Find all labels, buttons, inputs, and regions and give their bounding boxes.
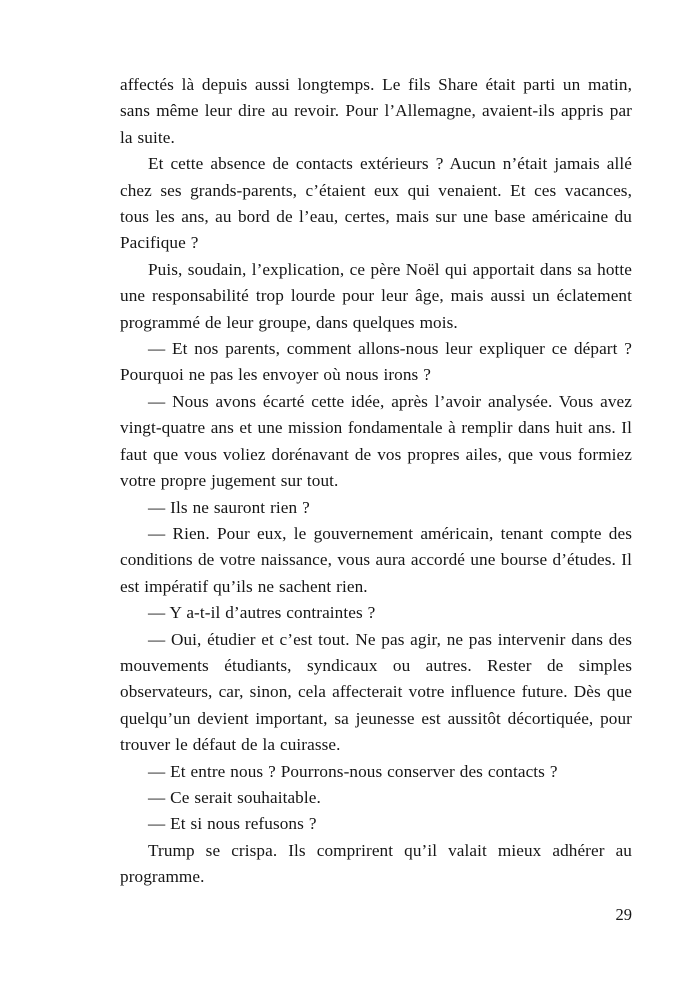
paragraph: — Et si nous refusons ? <box>148 814 317 834</box>
paragraph: Trump se crispa. Ils comprirent qu’il valait mieux adhérer au programme. <box>120 840 632 887</box>
paragraph: — Nous avons écarté cette idée, après l’avoir analysée. Vous avez vingt-quatre ans et une mission fondamentale à remplir dans huit ans. Il faut que vous voliez dorénavant de vos propres ailes, que vous formiez votre propre jugement sur tout. <box>120 391 632 491</box>
paragraph: — Rien. Pour eux, le gouvernement américain, tenant compte des conditions de votre naissance, vous aura accordé une bourse d’études. Il est impératif qu’ils ne sachent rien. <box>120 523 632 596</box>
page-number: 29 <box>615 905 632 924</box>
paragraph: — Ce serait souhaitable. <box>148 787 321 807</box>
paragraph: — Y a-t-il d’autres contraintes ? <box>148 603 376 623</box>
paragraph: — Et entre nous ? Pourrons-nous conserver des contacts ? <box>148 761 558 781</box>
paragraph: affectés là depuis aussi longtemps. Le fils Share était parti un matin, sans même leur dire au revoir. Pour l’Allemagne, avaient-ils appris par la suite. <box>120 75 632 147</box>
paragraph: — Ils ne sauront rien ? <box>148 497 310 517</box>
page-text <box>120 72 632 891</box>
paragraph: Et cette absence de contacts extérieurs ? Aucun n’était jamais allé chez ses grands-parents, c’étaient eux qui venaient. Et ces vacances, tous les ans, au bord de l’eau, certes, mais sur une base américaine du Pacifique ? <box>120 154 632 253</box>
paragraph: — Oui, étudier et c’est tout. Ne pas agir, ne pas intervenir dans des mouvements étudiants, syndicaux ou autres. Rester de simples observateurs, car, sinon, cela affecterait votre influence future. Dès que quelqu’un devient important, sa jeunesse est aussitôt décortiquée, pour trouver le défaut de la cuirasse. <box>120 629 632 755</box>
paragraph: Puis, soudain, l’explication, ce père Noël qui apportait dans sa hotte une responsabilité trop lourde pour leur âge, mais aussi un éclatement programmé de leur groupe, dans quelques mois. <box>120 259 632 332</box>
paragraph: — Et nos parents, comment allons-nous leur expliquer ce départ ? Pourquoi ne pas les envoyer où nous irons ? <box>120 339 632 385</box>
